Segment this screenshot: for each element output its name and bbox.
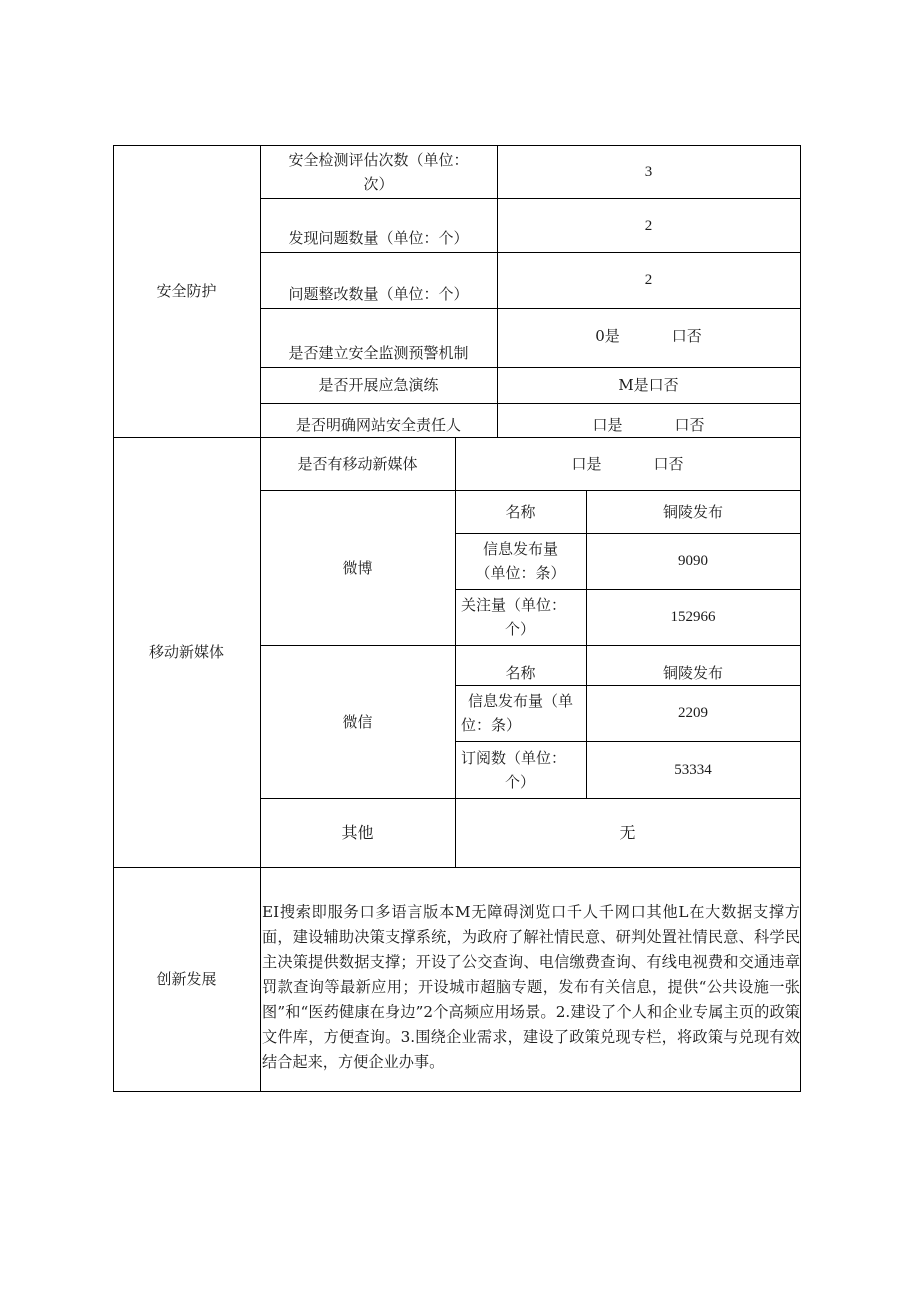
option-yes: 口是	[592, 416, 623, 434]
security-row-label: 问题整改数量（单位：个）	[288, 285, 469, 303]
label-line: 信息发布量（单	[467, 692, 573, 710]
weibo-name-label: 名称	[505, 502, 536, 521]
security-row-value: 3	[644, 163, 653, 180]
label-line: 个）	[505, 620, 536, 638]
wechat-name-value: 铜陵发布	[662, 664, 723, 682]
weibo-follow-value: 152966	[670, 609, 716, 625]
label-line: 关注量（单位：	[461, 596, 567, 614]
other-label: 其他	[341, 822, 374, 842]
security-section-label: 安全防护	[156, 282, 217, 300]
option-no: 口否	[671, 327, 702, 345]
checkbox-options	[455, 437, 800, 490]
label-line: 位：条）	[461, 716, 522, 734]
other-value: 无	[619, 822, 636, 842]
label-line: （单位：条）	[475, 564, 566, 582]
option-no: 口否	[653, 454, 684, 473]
option-yes: 口是	[571, 454, 602, 473]
checkbox-options	[497, 308, 800, 367]
innovation-text: EI搜索即服务口多语言版本M无障碍浏览口千人千网口其他L在大数据支撑方面，建设辅助决策支撑系统，为政府了解社情民意、研判处置社情民意、科学民主决策提供数据支撑；开设了公交查询、电信缴费查询、有线电视费和交通违章罚款查询等最新应用；开设城市超脑专题，发布有关信息，提供“公共设施一张图”和“医药健康在身边”2个高频应用场景。2.建设了个人和企业专属主页的政策文件库，方便查询。3.围绕企业需求，建设了政策兑现专栏，将政策与兑现有效结合起来，方便企业办事。	[262, 903, 800, 1071]
checkbox-options: M是口否	[618, 376, 679, 394]
label-line: 订阅数（单位：	[461, 748, 567, 767]
weibo-posts-value: 9090	[678, 553, 708, 569]
wechat-subs-value: 53334	[674, 761, 712, 778]
wechat-posts-value: 2209	[678, 705, 708, 721]
label-line: 次）	[363, 174, 394, 193]
security-row-value: 2	[644, 272, 653, 288]
security-row-label: 是否开展应急演练	[318, 376, 439, 394]
wechat-posts-label	[455, 685, 586, 741]
weibo-name-value: 铜陵发布	[662, 502, 723, 521]
security-row-label: 发现问题数量（单位：个）	[288, 229, 469, 247]
label-line: 个）	[505, 772, 536, 791]
label-line: 信息发布量	[482, 540, 558, 558]
security-row-label	[260, 145, 497, 198]
security-row-value: 2	[644, 218, 653, 234]
option-no: 口否	[674, 416, 705, 434]
option-yes: 0是	[595, 327, 620, 345]
weibo-follow-label	[455, 589, 586, 645]
mobile-section-label: 移动新媒体	[148, 643, 224, 661]
wechat-name-label: 名称	[505, 664, 536, 682]
security-row-label: 是否明确网站安全责任人	[295, 416, 461, 434]
weibo-posts-label	[455, 533, 586, 589]
has-media-label: 是否有移动新媒体	[297, 454, 418, 473]
wechat-subs-label	[455, 741, 586, 798]
label-line: 安全检测评估次数（单位：	[288, 150, 469, 169]
security-row-label: 是否建立安全监测预警机制	[288, 344, 469, 362]
innovation-section-label: 创新发展	[156, 970, 217, 988]
wechat-label: 微信	[342, 712, 373, 731]
weibo-label: 微博	[342, 558, 373, 577]
checkbox-options	[497, 403, 800, 437]
